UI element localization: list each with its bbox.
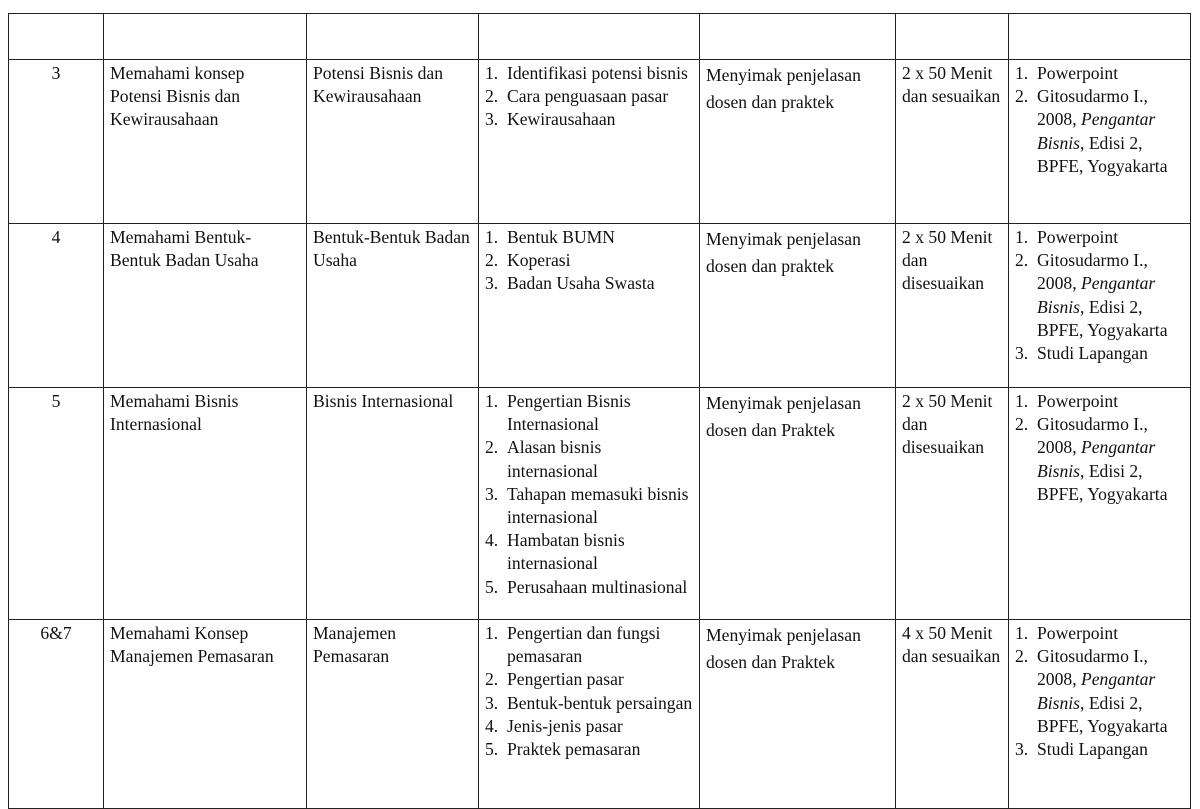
competency-cell: Memahami Bisnis Internasional (104, 388, 307, 620)
reference-item: 2. Gitosudarmo I., 2008, Pengantar Bisnis, Edisi 2, BPFE, Yogyakarta (1015, 414, 1168, 504)
reference-list (1015, 622, 1184, 761)
header-cell (700, 14, 896, 60)
subtopic-item: 2. Pengertian pasar (485, 669, 624, 690)
subtopic-item: 5. Perusahaan multinasional (485, 576, 688, 597)
subtopic-cell (479, 224, 700, 388)
subtopic-item: 1. Identifikasi potensi bisnis (485, 63, 688, 83)
reference-list (1015, 226, 1184, 365)
reference-item: 1. Powerpoint (1015, 63, 1119, 83)
topic-cell: Potensi Bisnis dan Kewirausahaan (307, 60, 479, 224)
syllabus-table (8, 13, 1191, 809)
table-row (9, 620, 1191, 809)
header-cell (479, 14, 700, 60)
activity-cell: Menyimak penjelasan dosen dan Praktek (700, 620, 896, 809)
time-cell: 2 x 50 Menit dan sesuaikan (896, 60, 1009, 224)
subtopic-item: 2. Cara penguasaan pasar (485, 86, 669, 107)
book-title: Pengantar Bisnis (1037, 109, 1156, 153)
reference-cell (1009, 60, 1191, 224)
time-cell: 2 x 50 Menit dan disesuaikan (896, 224, 1009, 388)
reference-item: 1. Powerpoint (1015, 623, 1119, 643)
subtopic-list (485, 622, 693, 761)
meeting-number: 4 (9, 224, 104, 388)
time-cell: 2 x 50 Menit dan disesuaikan (896, 388, 1009, 620)
book-title: Pengantar Bisnis (1037, 273, 1156, 317)
competency-cell: Memahami Konsep Manajemen Pemasaran (104, 620, 307, 809)
meeting-number: 5 (9, 388, 104, 620)
reference-cell (1009, 620, 1191, 809)
meeting-number: 3 (9, 60, 104, 224)
table-row (9, 60, 1191, 224)
subtopic-item: 5. Praktek pemasaran (485, 739, 641, 760)
header-cell (307, 14, 479, 60)
subtopic-cell (479, 620, 700, 809)
subtopic-item: 1. Pengertian Bisnis Internasional (485, 391, 631, 435)
subtopic-item: 1. Bentuk BUMN (485, 227, 616, 247)
reference-cell (1009, 224, 1191, 388)
subtopic-list (485, 226, 693, 296)
subtopic-item: 4. Hambatan bisnis internasional (485, 530, 625, 574)
subtopic-item: 3. Badan Usaha Swasta (485, 273, 655, 294)
reference-list (1015, 62, 1184, 178)
book-title: Pengantar Bisnis (1037, 437, 1156, 481)
reference-list (1015, 390, 1184, 506)
reference-item: 1. Powerpoint (1015, 391, 1119, 411)
subtopic-list (485, 62, 693, 132)
subtopic-item: 3. Kewirausahaan (485, 109, 616, 130)
book-title: Pengantar Bisnis (1037, 669, 1156, 713)
activity-cell: Menyimak penjelasan dosen dan praktek (700, 60, 896, 224)
reference-cell (1009, 388, 1191, 620)
activity-cell: Menyimak penjelasan dosen dan Praktek (700, 388, 896, 620)
reference-item: 3. Studi Lapangan (1015, 343, 1148, 364)
subtopic-cell (479, 60, 700, 224)
header-cell (896, 14, 1009, 60)
subtopic-list (485, 390, 693, 599)
subtopic-item: 3. Bentuk-bentuk persaingan (485, 692, 693, 713)
table-row (9, 388, 1191, 620)
reference-item: 2. Gitosudarmo I., 2008, Pengantar Bisnis, Edisi 2, BPFE, Yogyakarta (1015, 86, 1168, 176)
topic-cell: Bentuk-Bentuk Badan Usaha (307, 224, 479, 388)
subtopic-cell (479, 388, 700, 620)
reference-item: 3. Studi Lapangan (1015, 739, 1148, 760)
reference-item: 2. Gitosudarmo I., 2008, Pengantar Bisnis, Edisi 2, BPFE, Yogyakarta (1015, 250, 1168, 340)
competency-cell: Memahami konsep Potensi Bisnis dan Kewirausahaan (104, 60, 307, 224)
subtopic-item: 2. Koperasi (485, 250, 571, 271)
reference-item: 1. Powerpoint (1015, 227, 1119, 247)
competency-cell: Memahami Bentuk-Bentuk Badan Usaha (104, 224, 307, 388)
reference-item: 2. Gitosudarmo I., 2008, Pengantar Bisnis, Edisi 2, BPFE, Yogyakarta (1015, 646, 1168, 736)
subtopic-item: 3. Tahapan memasuki bisnis internasional (485, 483, 689, 528)
header-cell (104, 14, 307, 60)
header-cell (1009, 14, 1191, 60)
table-row (9, 224, 1191, 388)
table-header-row (9, 14, 1191, 60)
subtopic-item: 1. Pengertian dan fungsi pemasaran (485, 623, 661, 667)
meeting-number: 6&7 (9, 620, 104, 809)
topic-cell: Bisnis Internasional (307, 388, 479, 620)
subtopic-item: 4. Jenis-jenis pasar (485, 715, 623, 736)
subtopic-item: 2. Alasan bisnis internasional (485, 437, 602, 481)
topic-cell: Manajemen Pemasaran (307, 620, 479, 809)
activity-cell: Menyimak penjelasan dosen dan praktek (700, 224, 896, 388)
time-cell: 4 x 50 Menit dan sesuaikan (896, 620, 1009, 809)
header-cell (9, 14, 104, 60)
